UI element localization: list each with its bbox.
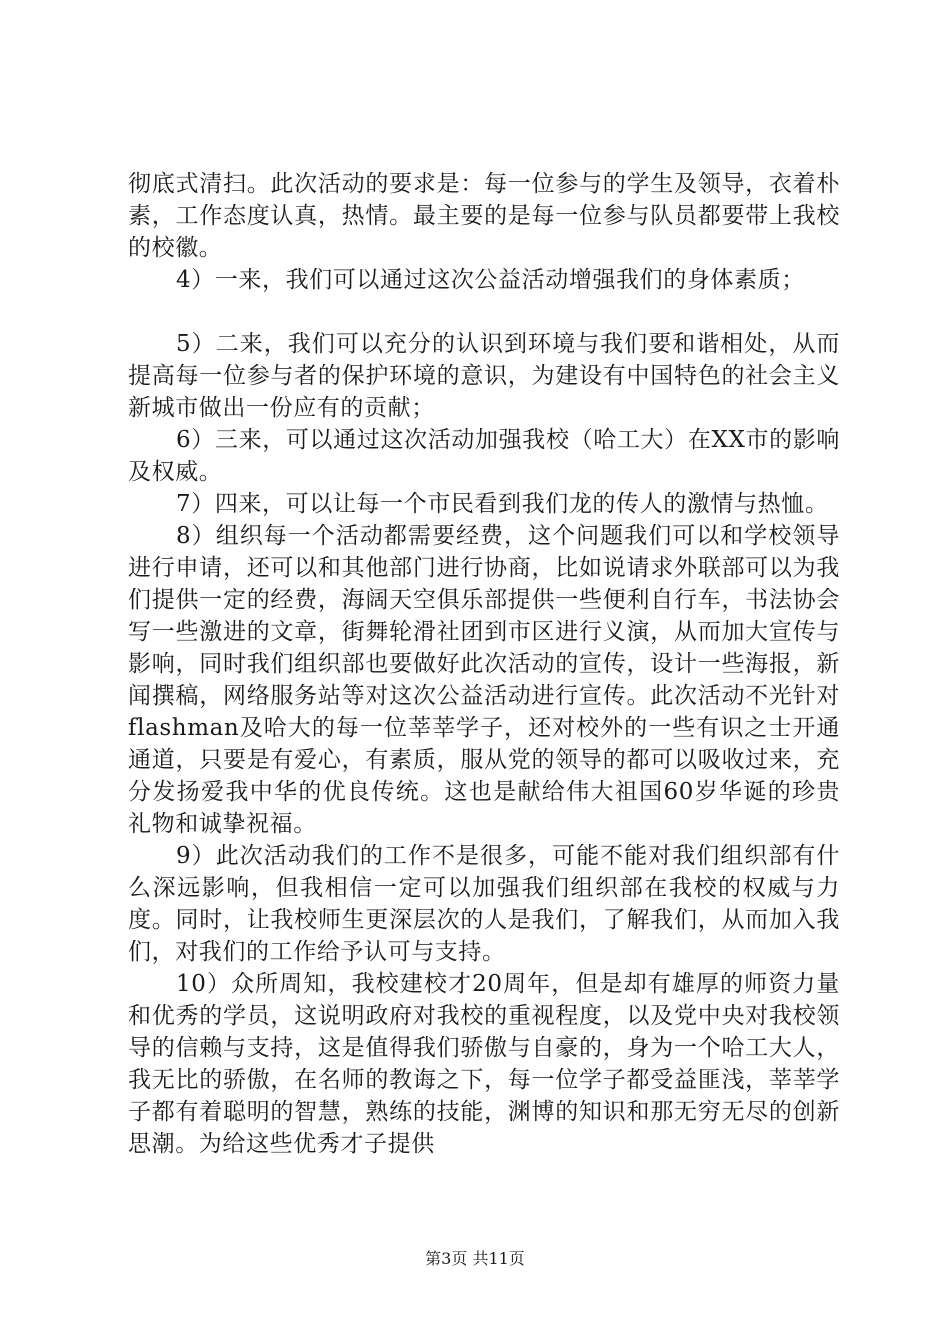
paragraph-item-7: 7）四来，可以让每一个市民看到我们龙的传人的激情与热恤。 bbox=[176, 491, 829, 517]
paragraph-item-9: 9）此次活动我们的工作不是很多，可能不能对我们组织部有什么深远影响，但我相信一定可以加强我们组织部在我校的权威与力度。同时，让我校师生更深层次的人是我们，了解我们，从而加入我们，对我们的工作给予认可与支持。 bbox=[128, 843, 840, 965]
paragraph-item-8: 8）组织每一个活动都需要经费，这个问题我们可以和学校领导进行申请，还可以和其他部门进行协商，比如说请求外联部可以为我们提供一定的经费，海阔天空俱乐部提供一些便利自行车，书法协会写一些激进的文章，街舞轮滑社团到市区进行义演，从而加大宣传与影响，同时我们组织部也要做好此次活动的宣传，设计一些海报，新闻撰稿，网络服务站等对这次公益活动进行宣传。此次活动不光针对flashman及哈大的每一位莘莘学子，还对校外的一些有识之士开通通道，只要是有爱心，有素质，服从党的领导的都可以吸收过来，充分发扬爱我中华的优良传统。这也是献给伟大祖国60岁华诞的珍贵礼物和诚挚祝福。 bbox=[128, 523, 840, 837]
paragraph-item-4: 4）一来，我们可以通过这次公益活动增强我们的身体素质； bbox=[176, 267, 805, 293]
paragraph-item-5: 5）二来，我们可以充分的认识到环境与我们要和谐相处，从而提高每一位参与者的保护环境的意识，为建设有中国特色的社会主义新城市做出一份应有的贡献； bbox=[128, 331, 840, 421]
paragraph-item-10: 10）众所周知，我校建校才20周年，但是却有雄厚的师资力量和优秀的学员，这说明政府对我校的重视程度，以及党中央对我校领导的信赖与支持，这是值得我们骄傲与自豪的，身为一个哈工大人，我无比的骄傲，在名师的教诲之下，每一位学子都受益匪浅，莘莘学子都有着聪明的智慧，熟练的技能，渊博的知识和那无穷无尽的创新思潮。为给这些优秀才子提供 bbox=[128, 971, 840, 1157]
document-body bbox=[128, 168, 840, 1160]
paragraph-continuation: 彻底式清扫。此次活动的要求是：每一位参与的学生及领导，衣着朴素，工作态度认真，热情。最主要的是每一位参与队员都要带上我校的校徽。 bbox=[128, 171, 840, 261]
paragraph-item-6: 6）三来，可以通过这次活动加强我校（哈工大）在XX市的影响及权威。 bbox=[128, 427, 840, 485]
page-number-footer: 第3页 共11页 bbox=[425, 1249, 525, 1268]
